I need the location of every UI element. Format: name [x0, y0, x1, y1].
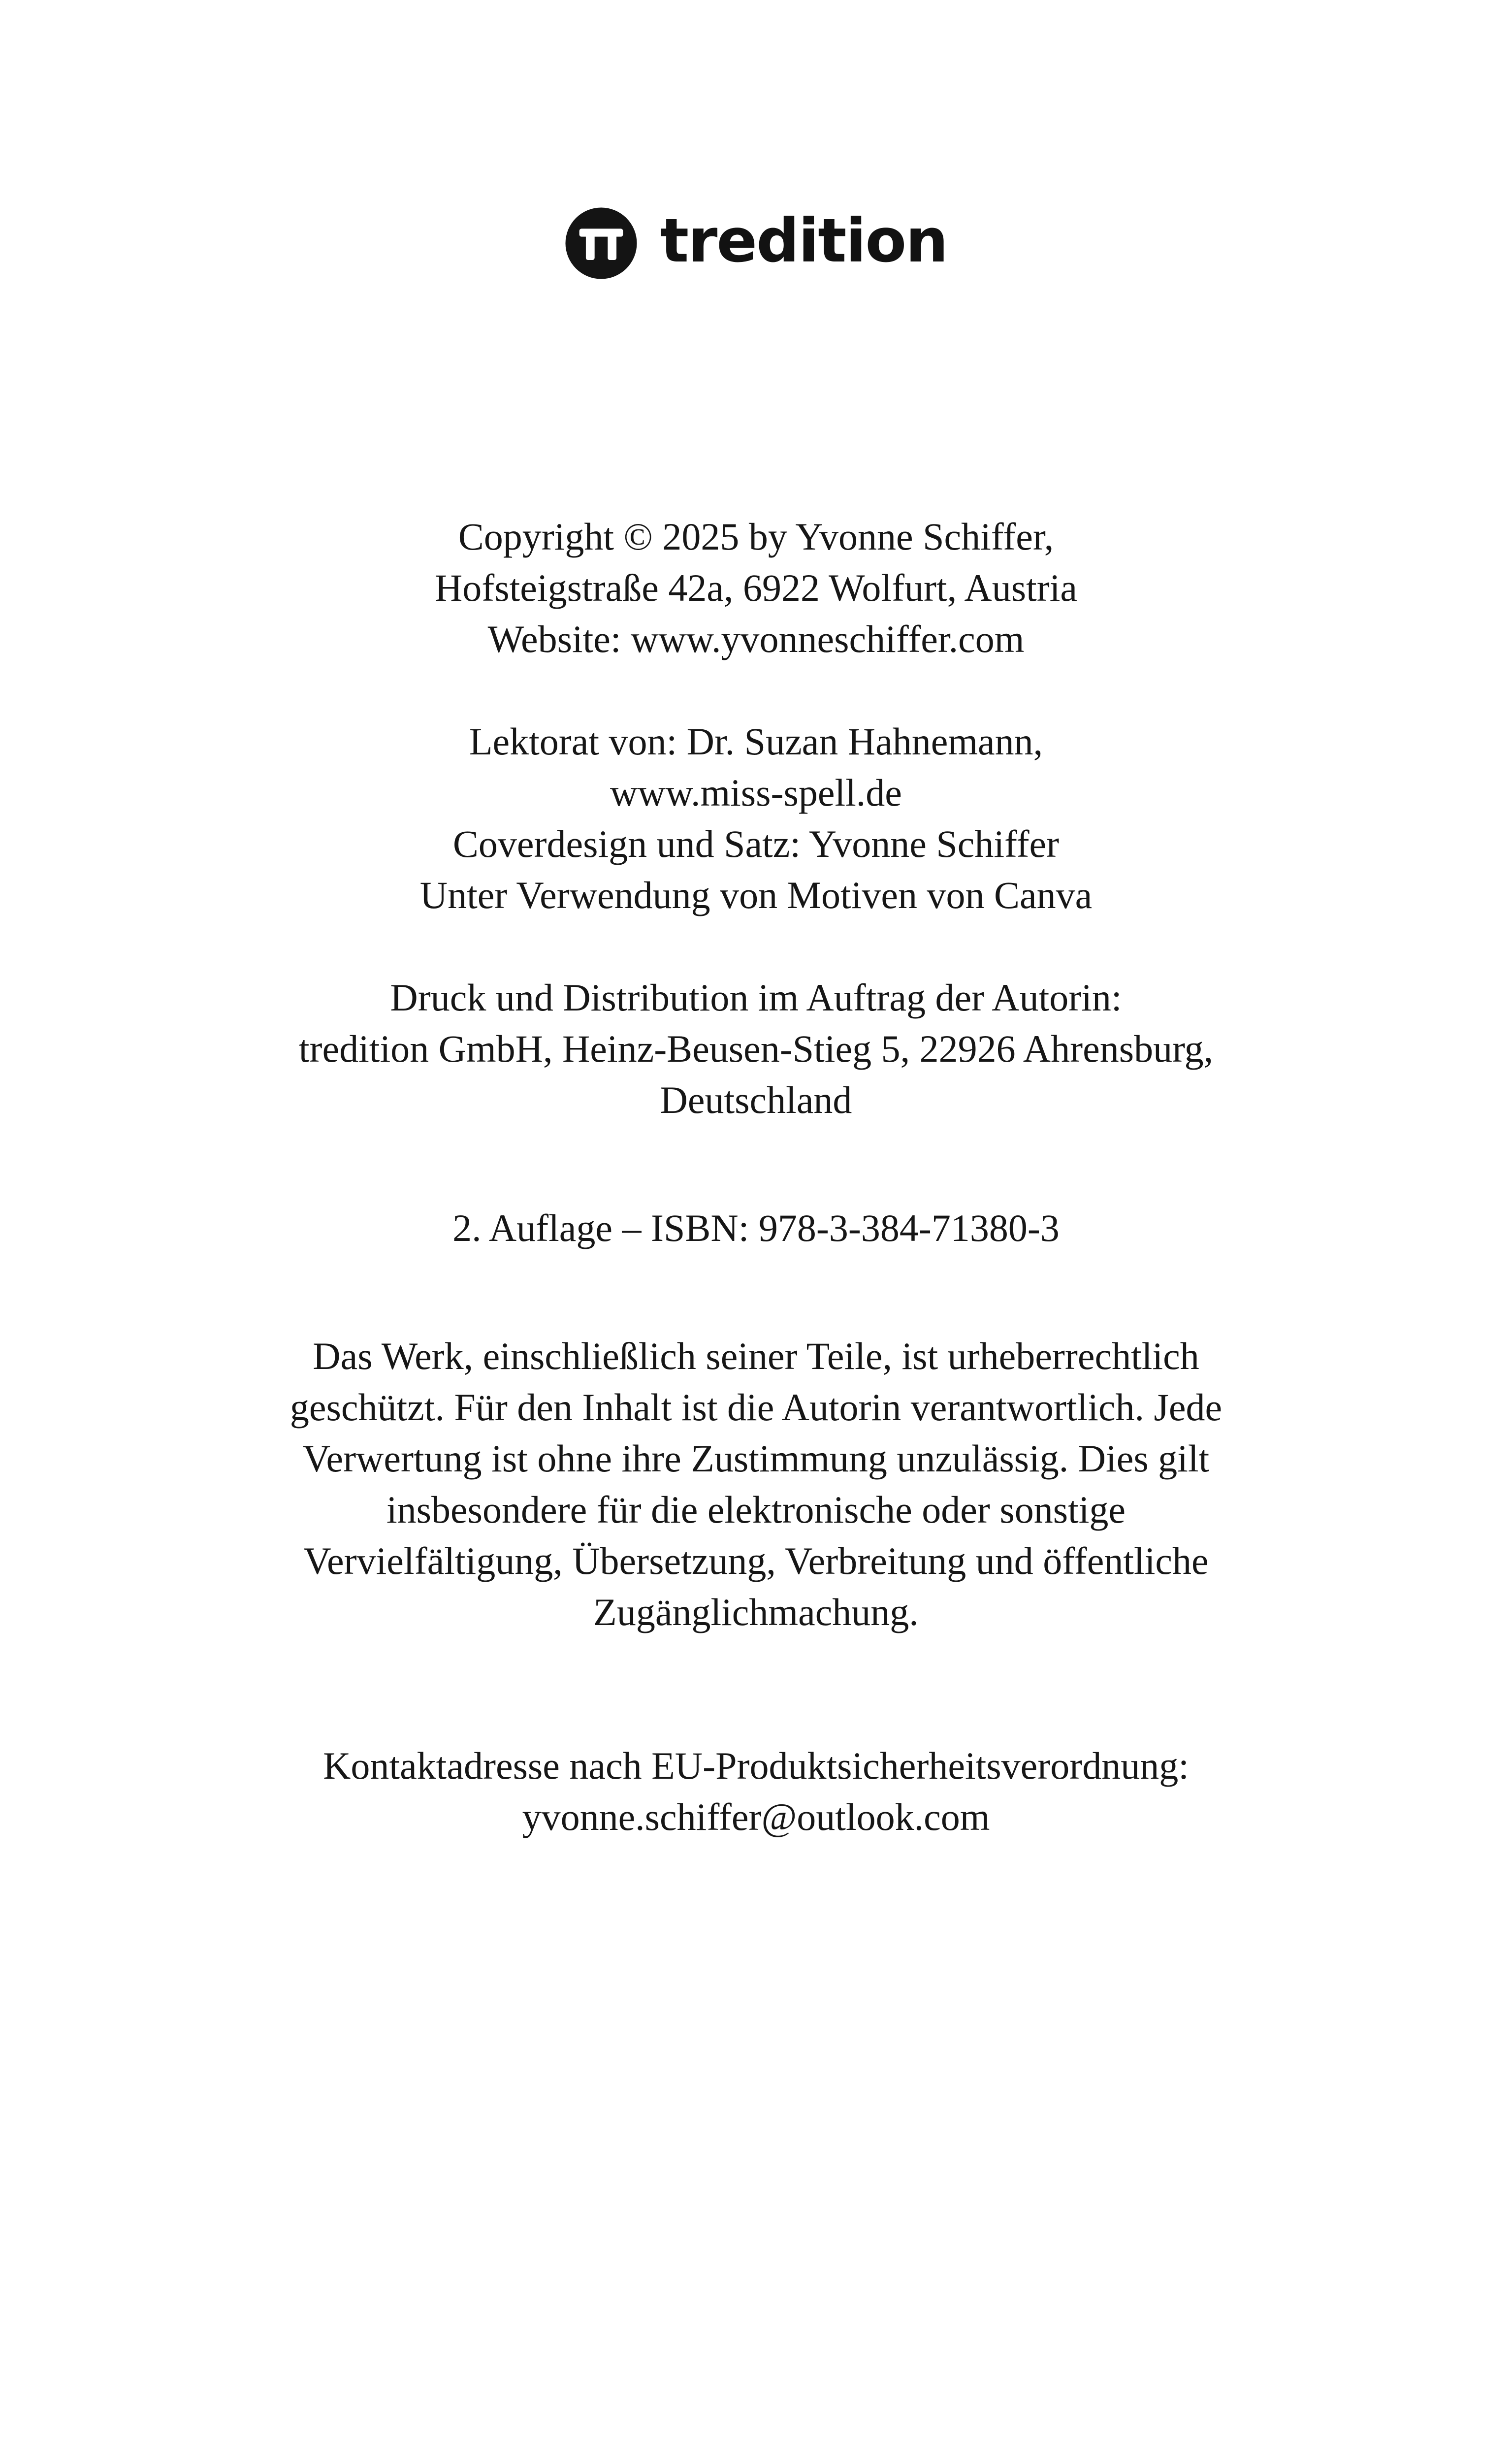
rights-line: Das Werk, einschließlich seiner Teile, ist urheberrechtlich [313, 1335, 1199, 1377]
edition-isbn-block [0, 1203, 1512, 1254]
rights-line: insbesondere für die elektronische oder sonstige [386, 1488, 1126, 1531]
rights-line: Zugänglichmachung. [593, 1591, 919, 1633]
editing-credits-block [0, 716, 1512, 921]
cover-design-line: Coverdesign und Satz: Yvonne Schiffer [452, 822, 1060, 865]
rights-line: geschützt. Für den Inhalt ist die Autorin verantwortlich. Jede [290, 1386, 1222, 1429]
contact-email-line: yvonne.schiffer@outlook.com [522, 1795, 990, 1838]
editor-line: Lektorat von: Dr. Suzan Hahnemann, [469, 720, 1043, 763]
rights-line: Vervielfältigung, Übersetzung, Verbreitung und öffentliche [303, 1539, 1209, 1582]
rights-line: Verwertung ist ohne ihre Zustimmung unzulässig. Dies gilt [302, 1437, 1210, 1480]
imprint-text-column [0, 511, 1512, 1843]
print-intro-line: Druck und Distribution im Auftrag der Autorin: [390, 976, 1122, 1019]
rights-notice-block [0, 1331, 1512, 1638]
tredition-pi-icon [565, 207, 638, 280]
printing-block [0, 972, 1512, 1126]
editor-website-line: www.miss-spell.de [610, 771, 902, 814]
contact-block [0, 1740, 1512, 1843]
copyright-block [0, 511, 1512, 665]
address-line: Hofsteigstraße 42a, 6922 Wolfurt, Austria [434, 566, 1078, 609]
website-line: Website: www.yvonneschiffer.com [487, 618, 1025, 660]
canva-credit-line: Unter Verwendung von Motiven von Canva [419, 874, 1093, 916]
printer-address-line: tredition GmbH, Heinz-Beusen-Stieg 5, 22926 Ahrensburg, [298, 1027, 1214, 1070]
copyright-line: Copyright © 2025 by Yvonne Schiffer, [458, 515, 1054, 558]
publisher-wordmark: tredition [660, 206, 948, 276]
contact-intro-line: Kontaktadresse nach EU-Produktsicherheitsverordnung: [323, 1744, 1189, 1787]
publisher-logo [0, 0, 1512, 280]
isbn-line: 2. Auflage – ISBN: 978-3-384-71380-3 [452, 1206, 1060, 1249]
printer-country-line: Deutschland [660, 1078, 852, 1121]
